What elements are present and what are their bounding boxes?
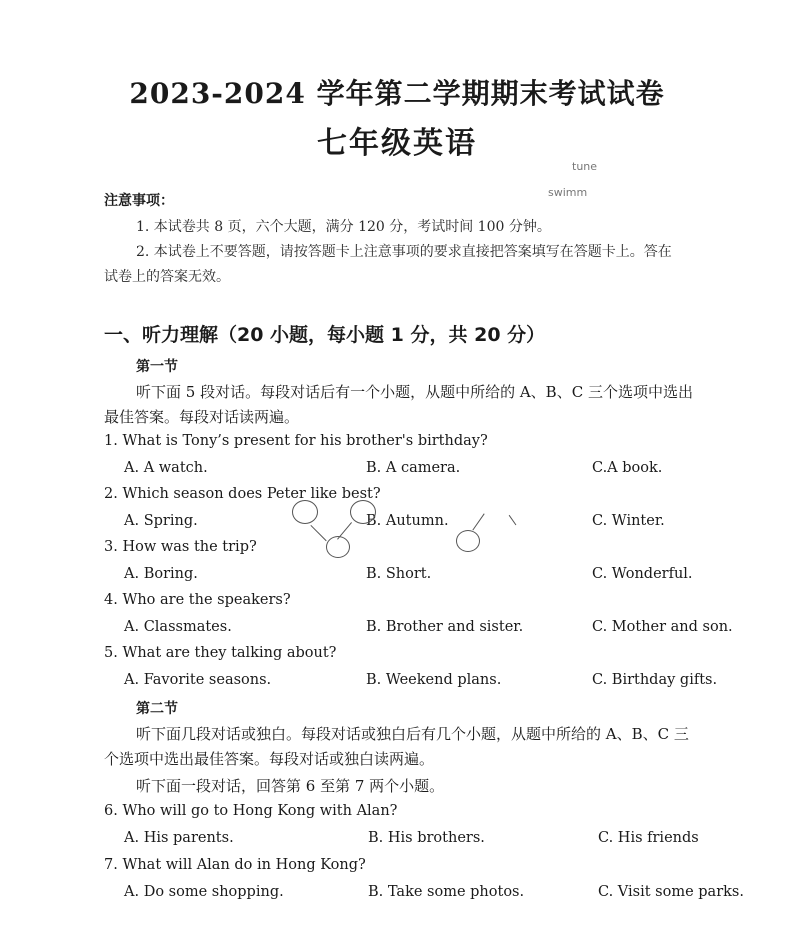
show-through-text: swimm: [548, 186, 588, 199]
pencil-circle-mark: [350, 500, 376, 524]
section-title: 一、听力理解（20 小题，每小题 1 分，共 20 分）: [104, 324, 546, 346]
question-text: 1. What is Tony’s present for his brother's birthday?: [104, 433, 488, 449]
show-through-text: tune: [572, 160, 598, 173]
option-c: C. Birthday gifts.: [592, 672, 718, 688]
option-b: B. Short.: [366, 566, 432, 582]
part-label: 第一节: [136, 359, 178, 375]
pencil-stroke-mark: [509, 515, 517, 526]
question-text: 4. Who are the speakers?: [104, 592, 291, 608]
option-b: B. Brother and sister.: [366, 619, 524, 635]
option-b: B. Autumn.: [366, 513, 449, 529]
option-b: B. His brothers.: [368, 830, 485, 846]
option-c: C. Mother and son.: [592, 619, 733, 635]
option-c: C. His friends: [598, 830, 699, 846]
question-text: 7. What will Alan do in Hong Kong?: [104, 857, 366, 873]
option-c: C. Visit some parks.: [598, 884, 744, 900]
part-instructions: 听下面 5 段对话。每段对话后有一个小题，从题中所给的 A、B、C 三个选项中选出: [136, 383, 693, 401]
pencil-stroke-mark: [472, 513, 485, 530]
option-b: B. A camera.: [366, 460, 461, 476]
part-instructions: 听下面几段对话或独白。每段对话或独白后有几个小题，从题中所给的 A、B、C 三: [136, 725, 689, 743]
option-a: A. Boring.: [124, 566, 198, 582]
pencil-circle-mark: [456, 530, 480, 552]
option-a: A. His parents.: [124, 830, 234, 846]
option-c: C. Wonderful.: [592, 566, 693, 582]
notes-heading: 注意事项：: [104, 193, 174, 209]
question-text: 5. What are they talking about?: [104, 645, 337, 661]
part-instructions: 个选项中选出最佳答案。每段对话或独白读两遍。: [104, 750, 435, 768]
pencil-stroke-mark: [310, 525, 326, 541]
note-line: 1. 本试卷共 8 页，六个大题，满分 120 分，考试时间 100 分钟。: [136, 219, 551, 235]
exam-subtitle: 七年级英语: [317, 126, 477, 161]
option-c: C.A book.: [592, 460, 663, 476]
part-instructions: 听下面一段对话，回答第 6 至第 7 两个小题。: [136, 777, 445, 795]
pencil-circle-mark: [292, 500, 318, 524]
part-label: 第二节: [136, 701, 178, 717]
option-a: A. Classmates.: [124, 619, 232, 635]
note-line: 试卷上的答案无效。: [104, 269, 230, 285]
option-b: B. Weekend plans.: [366, 672, 502, 688]
option-a: A. A watch.: [124, 460, 208, 476]
option-a: A. Do some shopping.: [124, 884, 284, 900]
note-line: 2. 本试卷上不要答题，请按答题卡上注意事项的要求直接把答案填写在答题卡上。答在: [136, 244, 672, 260]
option-a: A. Spring.: [124, 513, 198, 529]
question-text: 6. Who will go to Hong Kong with Alan?: [104, 803, 398, 819]
option-c: C. Winter.: [592, 513, 665, 529]
question-text: 2. Which season does Peter like best?: [104, 486, 381, 502]
option-b: B. Take some photos.: [368, 884, 525, 900]
question-text: 3. How was the trip?: [104, 539, 257, 555]
part-instructions: 最佳答案。每段对话读两遍。: [104, 408, 300, 426]
option-a: A. Favorite seasons.: [124, 672, 272, 688]
exam-title: 2023-2024 学年第二学期期末考试试卷: [129, 77, 665, 110]
